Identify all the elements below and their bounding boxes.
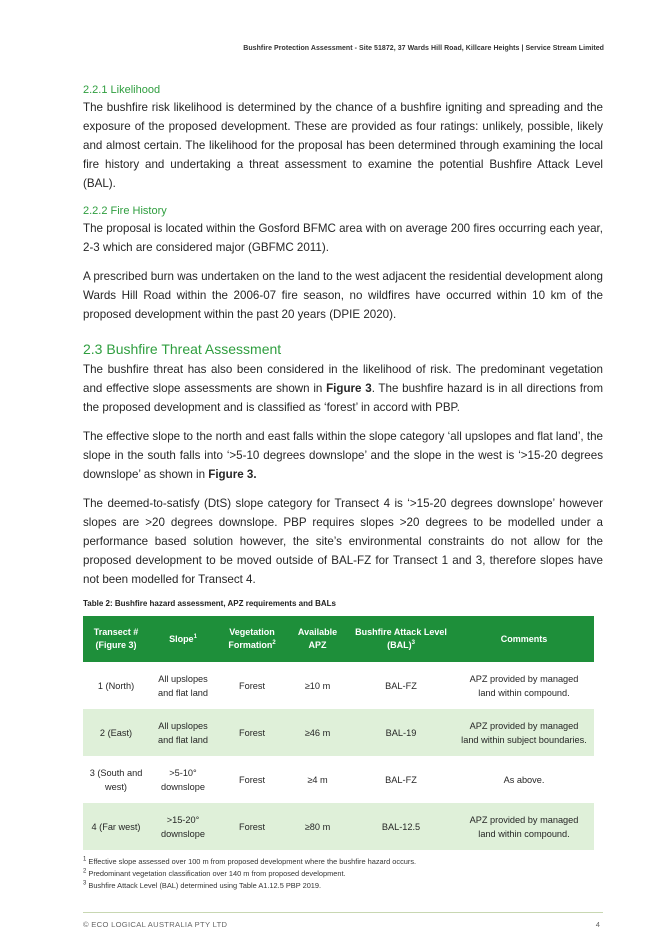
cell-apz: ≥10 m <box>304 680 331 691</box>
cell-comments: APZ provided by managed land within subject boundaries. <box>454 709 594 756</box>
header-vegetation: Vegetation Formation$^2$ <box>217 616 287 662</box>
table-footnotes <box>83 856 603 892</box>
table-row <box>83 709 594 756</box>
table-row <box>83 756 594 803</box>
cell-transect: 1 (North) <box>97 680 135 691</box>
cell-comments: APZ provided by managed land within compound. <box>469 673 579 698</box>
header-apz: Available APZ <box>287 616 348 662</box>
table-row <box>83 662 594 709</box>
cell-bal: BAL-FZ <box>385 774 417 785</box>
header-transect: Transect # (Figure 3) <box>83 616 149 662</box>
cell-apz: ≥80 m <box>287 803 348 850</box>
table-caption: Table 2: Bushfire hazard assessment, APZ requirements and BALs <box>83 599 336 608</box>
threat-paragraph-1: The bushfire threat has also been considered in the likelihood of risk. The predominant vegetation and effective slope assessments are shown in Figure 3. The bushfire hazard is in all directions from the proposed development and is classified as ‘forest’ in accord with PBP. <box>83 363 603 414</box>
cell-vegetation: Forest <box>217 803 287 850</box>
footnote: $^1$ Effective slope assessed over 100 m from proposed development where the bushfire hazard occurs. <box>83 856 417 866</box>
header-slope: Slope$^1$ <box>149 616 217 662</box>
cell-bal: BAL-12.5 <box>348 803 454 850</box>
header-bal: Bushfire Attack Level (BAL)$^3$ <box>348 616 454 662</box>
footnote: $^3$ Bushfire Attack Level (BAL) determined using Table A1.12.5 PBP 2019. <box>83 880 322 890</box>
likelihood-paragraph: The bushfire risk likelihood is determined by the chance of a bushfire igniting and spreading and the exposure of the proposed development. These are provided as four ratings: unlikely, possible, likely and almost certain. The likelihood for the proposal has been determined through examining the local fire history and undertaking a threat assessment to examine the potential Bushfire Attack Level (BAL). <box>83 101 603 190</box>
fire-history-paragraph-1: The proposal is located within the Gosford BFMC area with on average 200 fires occurring each year, 2-3 which are considered major (GBFMC 2011). <box>83 222 603 254</box>
heading-threat-assessment: 2.3 Bushfire Threat Assessment <box>83 341 282 357</box>
cell-comments: APZ provided by managed land within compound. <box>454 803 594 850</box>
heading-fire-history: 2.2.2 Fire History <box>83 205 167 217</box>
figure-reference: Figure 3 <box>326 382 372 395</box>
footer-divider <box>83 912 603 913</box>
cell-apz: ≥4 m <box>307 774 328 785</box>
page-number: 4 <box>595 920 600 929</box>
threat-paragraph-3: The deemed-to-satisfy (DtS) slope category for Transect 4 is ‘>15-20 degrees downslope’ however slopes are >20 degrees downslope. PBP requires slopes >20 degrees to be modelled under a performance based solution however, the site’s environmental constraints do not allow for the proposed development to be moved outside of BAL-FZ for Transect 1 and 3, therefore slopes have not been modelled for Transect 4. <box>83 497 603 586</box>
cell-bal: BAL-FZ <box>385 680 417 691</box>
cell-slope: >15-20° downslope <box>149 803 217 850</box>
cell-slope: All upslopes and flat land <box>157 673 209 698</box>
cell-slope: All upslopes and flat land <box>149 709 217 756</box>
footer-copyright: © ECO LOGICAL AUSTRALIA PTY LTD <box>83 920 228 929</box>
bushfire-hazard-table <box>83 616 594 850</box>
cell-vegetation: Forest <box>238 680 266 691</box>
heading-likelihood: 2.2.1 Likelihood <box>83 84 161 96</box>
cell-transect: 2 (East) <box>83 709 149 756</box>
table-header-row <box>83 616 594 662</box>
fire-history-paragraph-2: A prescribed burn was undertaken on the land to the west adjacent the residential development along Wards Hill Road within the 2006-07 fire season, no wildfires have occurred within 10 km of the proposed development within the past 20 years (DPIE 2020). <box>83 270 603 321</box>
figure-reference: Figure 3. <box>208 468 257 481</box>
threat-paragraph-2: The effective slope to the north and east falls within the slope category ‘all upslopes and flat land’, the slope in the south falls into ‘>5-10 degrees downslope’ and the slope in the west is ‘>15-20 degrees downslope’ as shown in Figure 3. <box>83 430 603 481</box>
header-comments: Comments <box>454 616 594 662</box>
cell-comments: As above. <box>503 774 545 785</box>
cell-slope: >5-10° downslope <box>161 767 205 792</box>
cell-vegetation: Forest <box>217 709 287 756</box>
cell-apz: ≥46 m <box>287 709 348 756</box>
page-content <box>83 84 603 892</box>
cell-bal: BAL-19 <box>348 709 454 756</box>
cell-transect: 4 (Far west) <box>83 803 149 850</box>
footnote: $^2$ Predominant vegetation classification over 140 m from proposed development. <box>83 868 346 878</box>
cell-transect: 3 (South and west) <box>89 767 143 792</box>
page-header: Bushfire Protection Assessment - Site 51872, 37 Wards Hill Road, Killcare Heights | Service Stream Limited <box>243 45 604 52</box>
cell-vegetation: Forest <box>238 774 266 785</box>
table-row <box>83 803 594 850</box>
